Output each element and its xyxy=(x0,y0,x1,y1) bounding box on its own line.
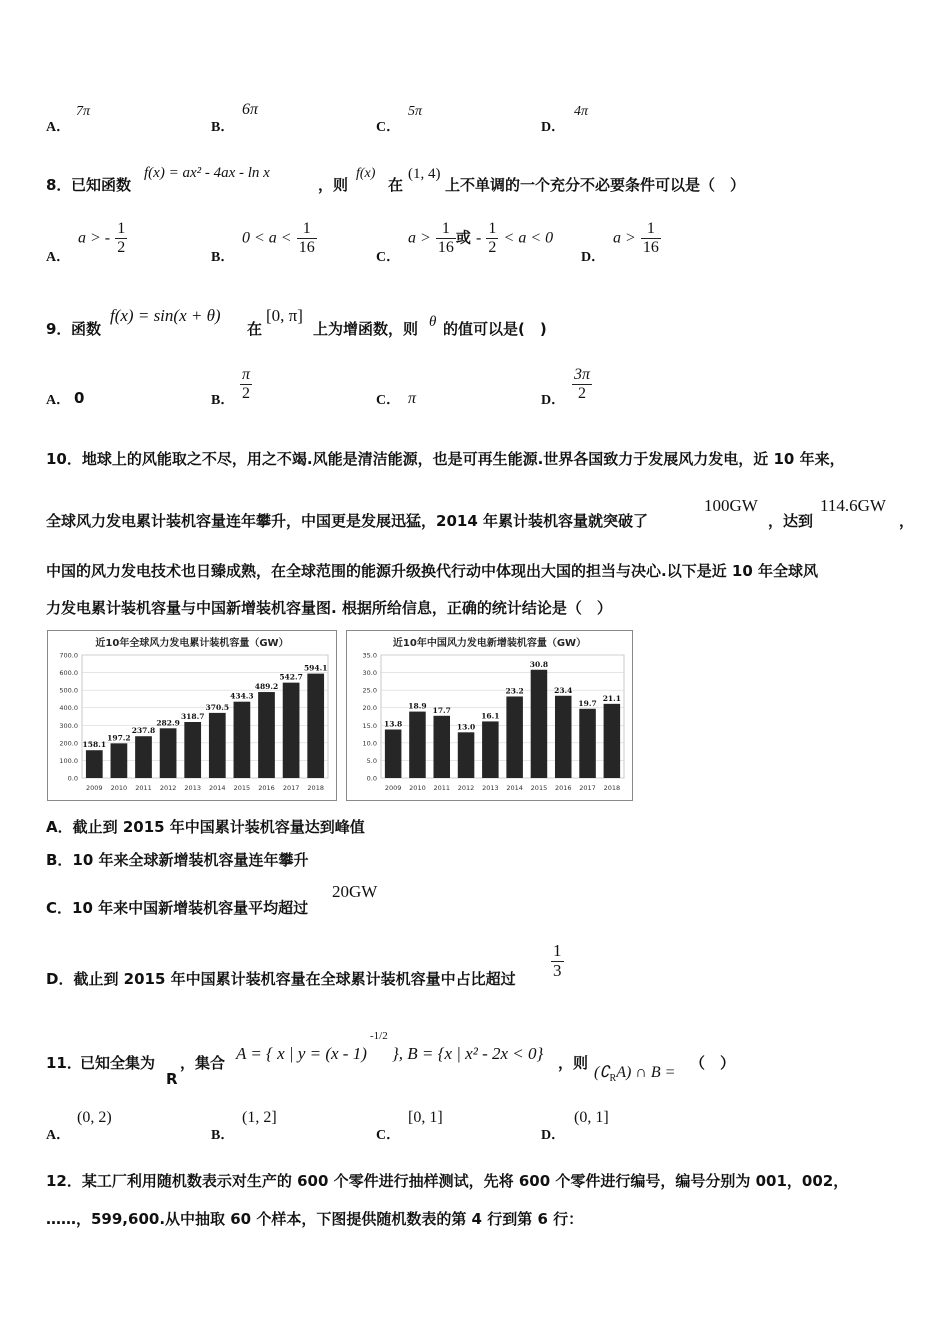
q8-option-a-text: a > - xyxy=(78,229,111,247)
y-tick-label: 30.0 xyxy=(362,669,377,678)
bar-2012 xyxy=(160,728,177,778)
data-label: 19.7 xyxy=(578,698,597,708)
y-tick-label: 20.0 xyxy=(362,704,377,713)
data-label: 16.1 xyxy=(481,711,500,721)
chart-title: 近10年中国风力发电新增装机容量（GW） xyxy=(392,638,587,649)
data-label: 30.8 xyxy=(529,659,549,669)
q9-text-post: 上为增函数，则 xyxy=(313,320,419,338)
q11-set-a: A = { x | y = (x - 1) xyxy=(236,1044,367,1063)
data-label: 594.1 xyxy=(303,663,328,673)
bar-2015 xyxy=(531,670,548,778)
q8-option-c-den2: 2 xyxy=(488,238,497,256)
x-tick-label: 2012 xyxy=(159,784,177,792)
q8-option-d-num: 1 xyxy=(641,220,661,239)
bar-2014 xyxy=(209,713,226,778)
bar-2018 xyxy=(604,704,621,778)
x-tick-label: 2009 xyxy=(384,784,402,792)
x-tick-label: 2016 xyxy=(258,784,275,792)
y-tick-label: 0.0 xyxy=(67,774,78,783)
q8-function: f(x) = ax² - 4ax - ln x xyxy=(144,165,270,181)
q8-option-b-label: B． xyxy=(211,250,235,265)
x-tick-label: 2010 xyxy=(409,784,426,792)
data-label: 197.2 xyxy=(107,733,131,743)
x-tick-label: 2012 xyxy=(457,784,475,792)
q9-text-post2: 的值可以是( ) xyxy=(443,320,547,338)
q9-option-d-label: D． xyxy=(541,393,566,408)
q10-option-d: D．截止到 2015 年中国累计装机容量在全球累计装机容量中占比超过 xyxy=(46,970,516,988)
q10-line-2a: 全球风力发电累计装机容量连年攀升，中国更是发展迅猛，2014 年累计装机容量就突破了 xyxy=(46,512,648,530)
q8-option-c-text2: - xyxy=(476,229,482,247)
q9-option-b-label: B． xyxy=(211,393,235,408)
q9-function: f(x) = sin(x + θ) xyxy=(110,306,221,325)
q10-option-a: A．截止到 2015 年中国累计装机容量达到峰值 xyxy=(46,818,365,836)
data-label: 282.9 xyxy=(156,718,180,728)
x-tick-label: 2016 xyxy=(554,784,572,792)
q11-expr-open: (∁ xyxy=(594,1064,610,1081)
q8-text-pre: 已知函数 xyxy=(71,176,132,194)
y-tick-label: 700.0 xyxy=(59,651,78,660)
chart-global-cumulative-svg xyxy=(48,631,336,800)
x-tick-label: 2010 xyxy=(110,784,128,792)
data-label: 23.2 xyxy=(505,686,524,696)
q8-option-c-tail: < a < 0 xyxy=(503,229,554,247)
data-label: 23.4 xyxy=(554,685,573,695)
q11-expr xyxy=(594,1062,675,1084)
q8-number: 8． xyxy=(46,176,72,194)
q9-option-d-den: 2 xyxy=(578,384,586,402)
chart-china-new xyxy=(346,630,633,801)
data-label: 17.7 xyxy=(432,705,451,715)
q8-option-a-value xyxy=(78,220,127,256)
q12-line-2: ……，599,600.从中抽取 60 个样本，下图提供随机数表的第 4 行到第 6 行： xyxy=(46,1210,584,1228)
q7-option-a-value: 7π xyxy=(76,104,91,119)
q10-gw-100: 100GW xyxy=(704,496,758,515)
q11-expr-close: A) ∩ B = xyxy=(616,1064,676,1081)
q9-option-a-label: A． xyxy=(46,393,71,408)
bar-2012 xyxy=(458,732,475,778)
x-tick-label: 2013 xyxy=(184,784,201,792)
chart-china-new-svg xyxy=(347,631,632,800)
q11-option-c-label: C． xyxy=(376,1128,401,1143)
bar-2016 xyxy=(258,692,275,778)
q11-number: 11． xyxy=(46,1054,82,1072)
y-tick-label: 5.0 xyxy=(366,756,377,765)
bar-2014 xyxy=(506,696,523,778)
q10-option-c: C．10 年来中国新增装机容量平均超过 xyxy=(46,899,309,917)
x-tick-label: 2011 xyxy=(135,784,152,792)
q11-set-b: }, B = {x | x² - 2x < 0} xyxy=(392,1044,544,1063)
q7-option-b-value: 6π xyxy=(242,101,259,118)
q9-option-a-value: 0 xyxy=(74,389,85,407)
q8-text-mid: ，则 xyxy=(318,176,349,194)
q10-line-2b: ，达到 xyxy=(768,512,814,530)
q8-option-b-den: 16 xyxy=(298,238,315,256)
x-tick-label: 2018 xyxy=(603,784,621,792)
q8-interval: (1, 4) xyxy=(408,166,441,182)
x-tick-label: 2009 xyxy=(86,784,103,792)
q10-option-d-den: 3 xyxy=(553,960,562,980)
y-tick-label: 400.0 xyxy=(59,704,78,713)
q9-interval: [0, π] xyxy=(266,306,303,325)
chart-title: 近10年全球风力发电累计装机容量（GW） xyxy=(95,638,289,649)
q8-text-post: 上不单调的一个充分不必要条件可以是（ ） xyxy=(445,176,746,194)
q9-number: 9． xyxy=(46,320,72,338)
q8-option-d-label: D． xyxy=(581,250,606,265)
q9-option-b-num: π xyxy=(242,366,251,383)
q8-option-c-value xyxy=(408,220,553,256)
q8-option-c-num2: 1 xyxy=(488,220,497,237)
q9-option-d-num: 3π xyxy=(574,366,591,383)
bar-2015 xyxy=(234,702,251,778)
q9-option-b-den: 2 xyxy=(242,384,250,402)
y-tick-label: 600.0 xyxy=(59,669,78,678)
data-label: 318.7 xyxy=(180,711,205,721)
chart-global-cumulative xyxy=(47,630,337,801)
q8-option-c-den: 16 xyxy=(437,238,454,256)
q9-zai: 在 xyxy=(247,320,263,338)
data-label: 18.9 xyxy=(408,701,427,711)
data-label: 237.8 xyxy=(131,726,156,736)
q8-option-c-text: a > xyxy=(408,229,431,247)
bar-2010 xyxy=(111,743,128,778)
q9-option-c-label: C． xyxy=(376,393,401,408)
x-tick-label: 2018 xyxy=(307,784,324,792)
bar-2011 xyxy=(135,736,152,778)
data-label: 158.1 xyxy=(82,740,107,750)
q7-option-b-label: B． xyxy=(211,120,235,135)
q8-option-d-value xyxy=(613,220,661,256)
q10-line-3: 中国的风力发电技术也日臻成熟，在全球范围的能源升级换代行动中体现出大国的担当与决心.以下是近 10 年全球风 xyxy=(46,562,819,580)
y-tick-label: 300.0 xyxy=(59,721,78,730)
y-tick-label: 15.0 xyxy=(362,721,377,730)
q7-option-d-label: D． xyxy=(541,120,566,135)
q11-option-a-value: (0, 2) xyxy=(77,1109,112,1126)
q7-option-d-value: 4π xyxy=(574,104,589,119)
q10-option-b: B．10 年来全球新增装机容量连年攀升 xyxy=(46,851,309,869)
q9-text-pre: 函数 xyxy=(71,320,102,338)
q10-line-4: 力发电累计装机容量与中国新增装机容量图. 根据所给信息，正确的统计结论是（ ） xyxy=(46,599,612,617)
q9-option-c-value: π xyxy=(408,390,417,407)
x-tick-label: 2017 xyxy=(579,784,596,792)
q9-theta: θ xyxy=(429,314,437,330)
bar-2013 xyxy=(482,721,499,778)
q11-paren: （ ） xyxy=(690,1054,736,1072)
bar-2017 xyxy=(283,683,300,778)
q11-exponent: -1/2 xyxy=(370,1030,388,1042)
data-label: 13.0 xyxy=(456,722,476,732)
bar-2009 xyxy=(86,750,103,778)
q10-option-d-fraction xyxy=(551,942,564,980)
data-label: 542.7 xyxy=(279,672,303,682)
x-tick-label: 2014 xyxy=(209,784,226,792)
y-tick-label: 25.0 xyxy=(362,686,377,695)
q10-option-c-value: 20GW xyxy=(332,882,378,901)
q11-option-b-value: (1, 2] xyxy=(242,1109,277,1126)
q8-option-a-num: 1 xyxy=(117,220,126,237)
q8-option-d-den: 16 xyxy=(642,238,659,256)
y-tick-label: 500.0 xyxy=(59,686,78,695)
q8-zai: 在 xyxy=(388,176,404,194)
q11-then: ，则 xyxy=(558,1054,589,1072)
q9-option-d-value xyxy=(572,366,592,402)
x-tick-label: 2015 xyxy=(233,784,251,792)
y-tick-label: 200.0 xyxy=(59,739,78,748)
q8-option-c-num: 1 xyxy=(436,220,456,239)
q11-option-d-value: (0, 1] xyxy=(574,1109,609,1126)
q11-option-a-label: A． xyxy=(46,1128,71,1143)
q10-gw-114: 114.6GW xyxy=(820,496,886,515)
q7-option-c-label: C． xyxy=(376,120,401,135)
bar-2009 xyxy=(385,730,402,778)
q8-option-c-or: 或 xyxy=(455,228,471,247)
q8-option-b-value xyxy=(242,220,317,256)
bar-2018 xyxy=(307,674,324,778)
q8-option-d-text: a > xyxy=(613,229,636,247)
x-tick-label: 2014 xyxy=(506,784,523,792)
q10-line-2c: ， xyxy=(899,512,915,530)
y-tick-label: 0.0 xyxy=(366,774,377,783)
q7-option-a-label: A． xyxy=(46,120,71,135)
y-tick-label: 35.0 xyxy=(362,651,377,660)
data-label: 434.3 xyxy=(230,691,254,701)
q8-option-a-den: 2 xyxy=(117,238,126,256)
q11-option-b-label: B． xyxy=(211,1128,235,1143)
x-tick-label: 2011 xyxy=(433,784,451,792)
q11-R: R xyxy=(166,1070,178,1088)
q11-option-d-label: D． xyxy=(541,1128,566,1143)
q11-text-pre: 已知全集为 xyxy=(80,1054,156,1072)
q10-line-1: 10．地球上的风能取之不尽，用之不竭.风能是清洁能源，也是可再生能源.世界各国致力于发展风力发电，近 10 年来， xyxy=(46,450,845,468)
data-label: 21.1 xyxy=(602,693,621,703)
x-tick-label: 2017 xyxy=(282,784,300,792)
q11-text-mid: ，集合 xyxy=(180,1054,226,1072)
q11-expr-sub: R xyxy=(609,1073,617,1085)
q9-option-b-value xyxy=(240,366,252,402)
y-tick-label: 100.0 xyxy=(59,756,78,765)
data-label: 13.8 xyxy=(384,719,403,729)
q10-option-d-num: 1 xyxy=(553,941,562,960)
data-label: 370.5 xyxy=(205,702,230,712)
bar-2013 xyxy=(184,722,201,778)
bar-2016 xyxy=(555,696,572,778)
q8-fx: f(x) xyxy=(356,166,376,181)
x-tick-label: 2013 xyxy=(482,784,499,792)
q8-option-c-label: C． xyxy=(376,250,401,265)
y-tick-label: 10.0 xyxy=(362,739,377,748)
x-tick-label: 2015 xyxy=(530,784,548,792)
q8-option-a-label: A． xyxy=(46,250,71,265)
q7-option-c-value: 5π xyxy=(408,104,423,119)
data-label: 489.2 xyxy=(254,682,279,692)
q8-option-b-text: 0 < a < xyxy=(242,229,292,247)
q11-option-c-value: [0, 1] xyxy=(408,1109,443,1126)
bar-2017 xyxy=(579,709,596,778)
bar-2011 xyxy=(433,716,450,778)
q12-line-1: 12．某工厂利用随机数表示对生产的 600 个零件进行抽样测试，先将 600 个零件进行编号，编号分别为 001，002， xyxy=(46,1172,849,1190)
q8-option-b-num: 1 xyxy=(297,220,317,239)
bar-2010 xyxy=(409,712,426,778)
